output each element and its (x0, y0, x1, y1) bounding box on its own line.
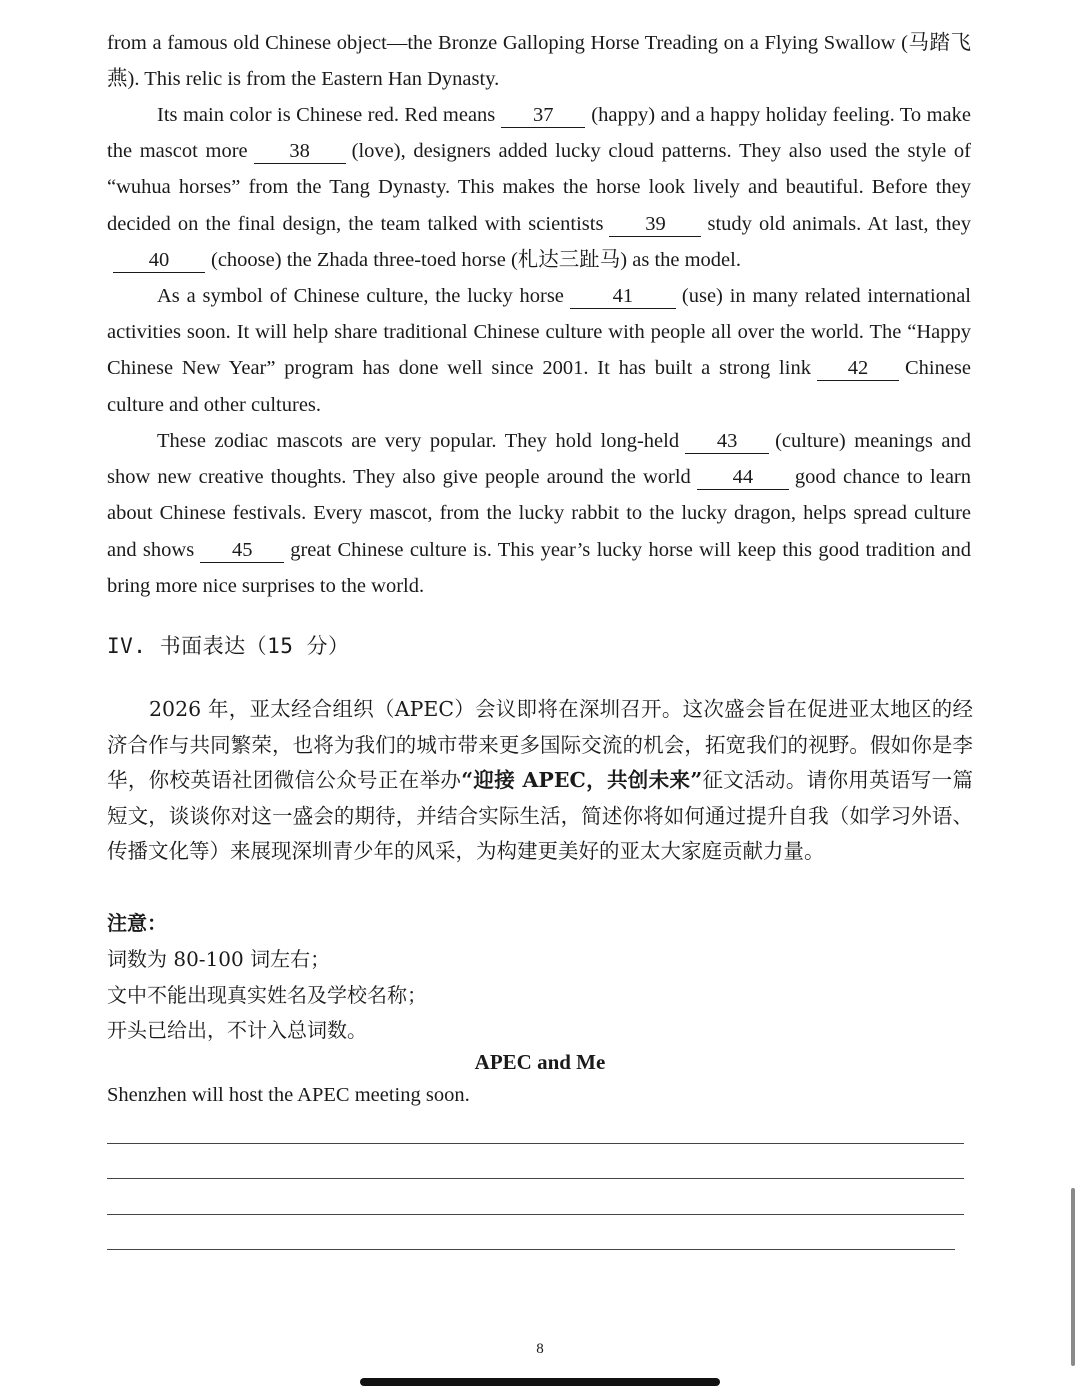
blank-42[interactable]: 42 (817, 356, 899, 381)
blank-43[interactable]: 43 (685, 429, 769, 454)
essay-title: APEC and Me (474, 1050, 606, 1074)
blank-41[interactable]: 41 (570, 284, 676, 309)
note-item: 文中不能出现真实姓名及学校名称； (107, 983, 427, 1007)
passage-paragraph-1 (107, 25, 971, 97)
blank-40[interactable]: 40 (113, 248, 205, 273)
note-item: 词数为 80-100 词左右； (107, 947, 331, 971)
page-number: 8 (536, 1341, 544, 1357)
activity-name: “迎接 APEC，共创未来” (461, 768, 703, 792)
notes-heading: 注意： (107, 911, 167, 935)
home-indicator[interactable] (360, 1378, 720, 1386)
blank-45[interactable]: 45 (200, 538, 284, 563)
writing-prompt: 2026 年，亚太经合组织（APEC）会议即将在深圳召开。这次盛会旨在促进亚太地区的经济合作与共同繁荣，也将为我们的城市带来更多国际交流的机会，拓宽我们的视野。假如你是李华，你校英语社团微信公众号正在举办“迎接 APEC，共创未来”征文活动。请你用英语写一篇短文，谈谈你对这一盛会的期待，并结合实际生活，简述你将如何通过提升自我（如学习外语、传播文化等）来展现深圳青少年的风采，为构建更美好的亚太大家庭贡献力量。 (107, 697, 974, 863)
essay-opening: Shenzhen will host the APEC meeting soon. (107, 1084, 470, 1106)
blank-44[interactable]: 44 (697, 465, 789, 490)
writing-line[interactable] (107, 1178, 964, 1179)
writing-line[interactable] (107, 1143, 964, 1144)
passage-paragraph-4: These zodiac mascots are very popular. They hold long-held 43 (culture) meanings and show new creative thoughts. They also give people around the world 44 good chance to learn about Chinese festivals. Every mascot, from the lucky rabbit to the lucky dragon, helps spread culture and shows 45 great Chinese culture is. This year’s lucky horse will keep this good tradition and bring more nice surprises to the world. (107, 430, 972, 597)
writing-line[interactable] (107, 1249, 955, 1250)
scrollbar[interactable] (1071, 1188, 1075, 1366)
passage-paragraph-2: Its main color is Chinese red. Red means 37 (happy) and a happy holiday feeling. To make the mascot more 38 (love), designers added lucky cloud patterns. They also used the style of “wuhua horses” from the Tang Dynasty. This makes the horse look lively and beautiful. Before they decided on the final design, the team talked with scientists 39 study old animals. At last, they40 (choose) the Zhada three-toed horse (札达三趾马) as the model. (107, 104, 971, 271)
note-item: 开头已给出，不计入总词数。 (107, 1018, 367, 1042)
passage-paragraph-3: As a symbol of Chinese culture, the lucky horse 41 (use) in many related international activities soon. It will help share traditional Chinese culture with people all over the world. The “Happy Chinese New Year” program has done well since 2001. It has built a strong link 42 Chinese culture and other cultures. (107, 285, 971, 416)
writing-line[interactable] (107, 1214, 964, 1215)
blank-37[interactable]: 37 (501, 103, 585, 128)
blank-39[interactable]: 39 (609, 212, 701, 237)
blank-38[interactable]: 38 (254, 139, 346, 164)
section-title: IV. 书面表达（15 分） (107, 634, 350, 658)
passage-text: from a famous old Chinese object—the Bronze Galloping Horse Treading on a Flying Swallow (马踏飞燕). This relic is from the Eastern Han Dynasty. (107, 32, 971, 91)
